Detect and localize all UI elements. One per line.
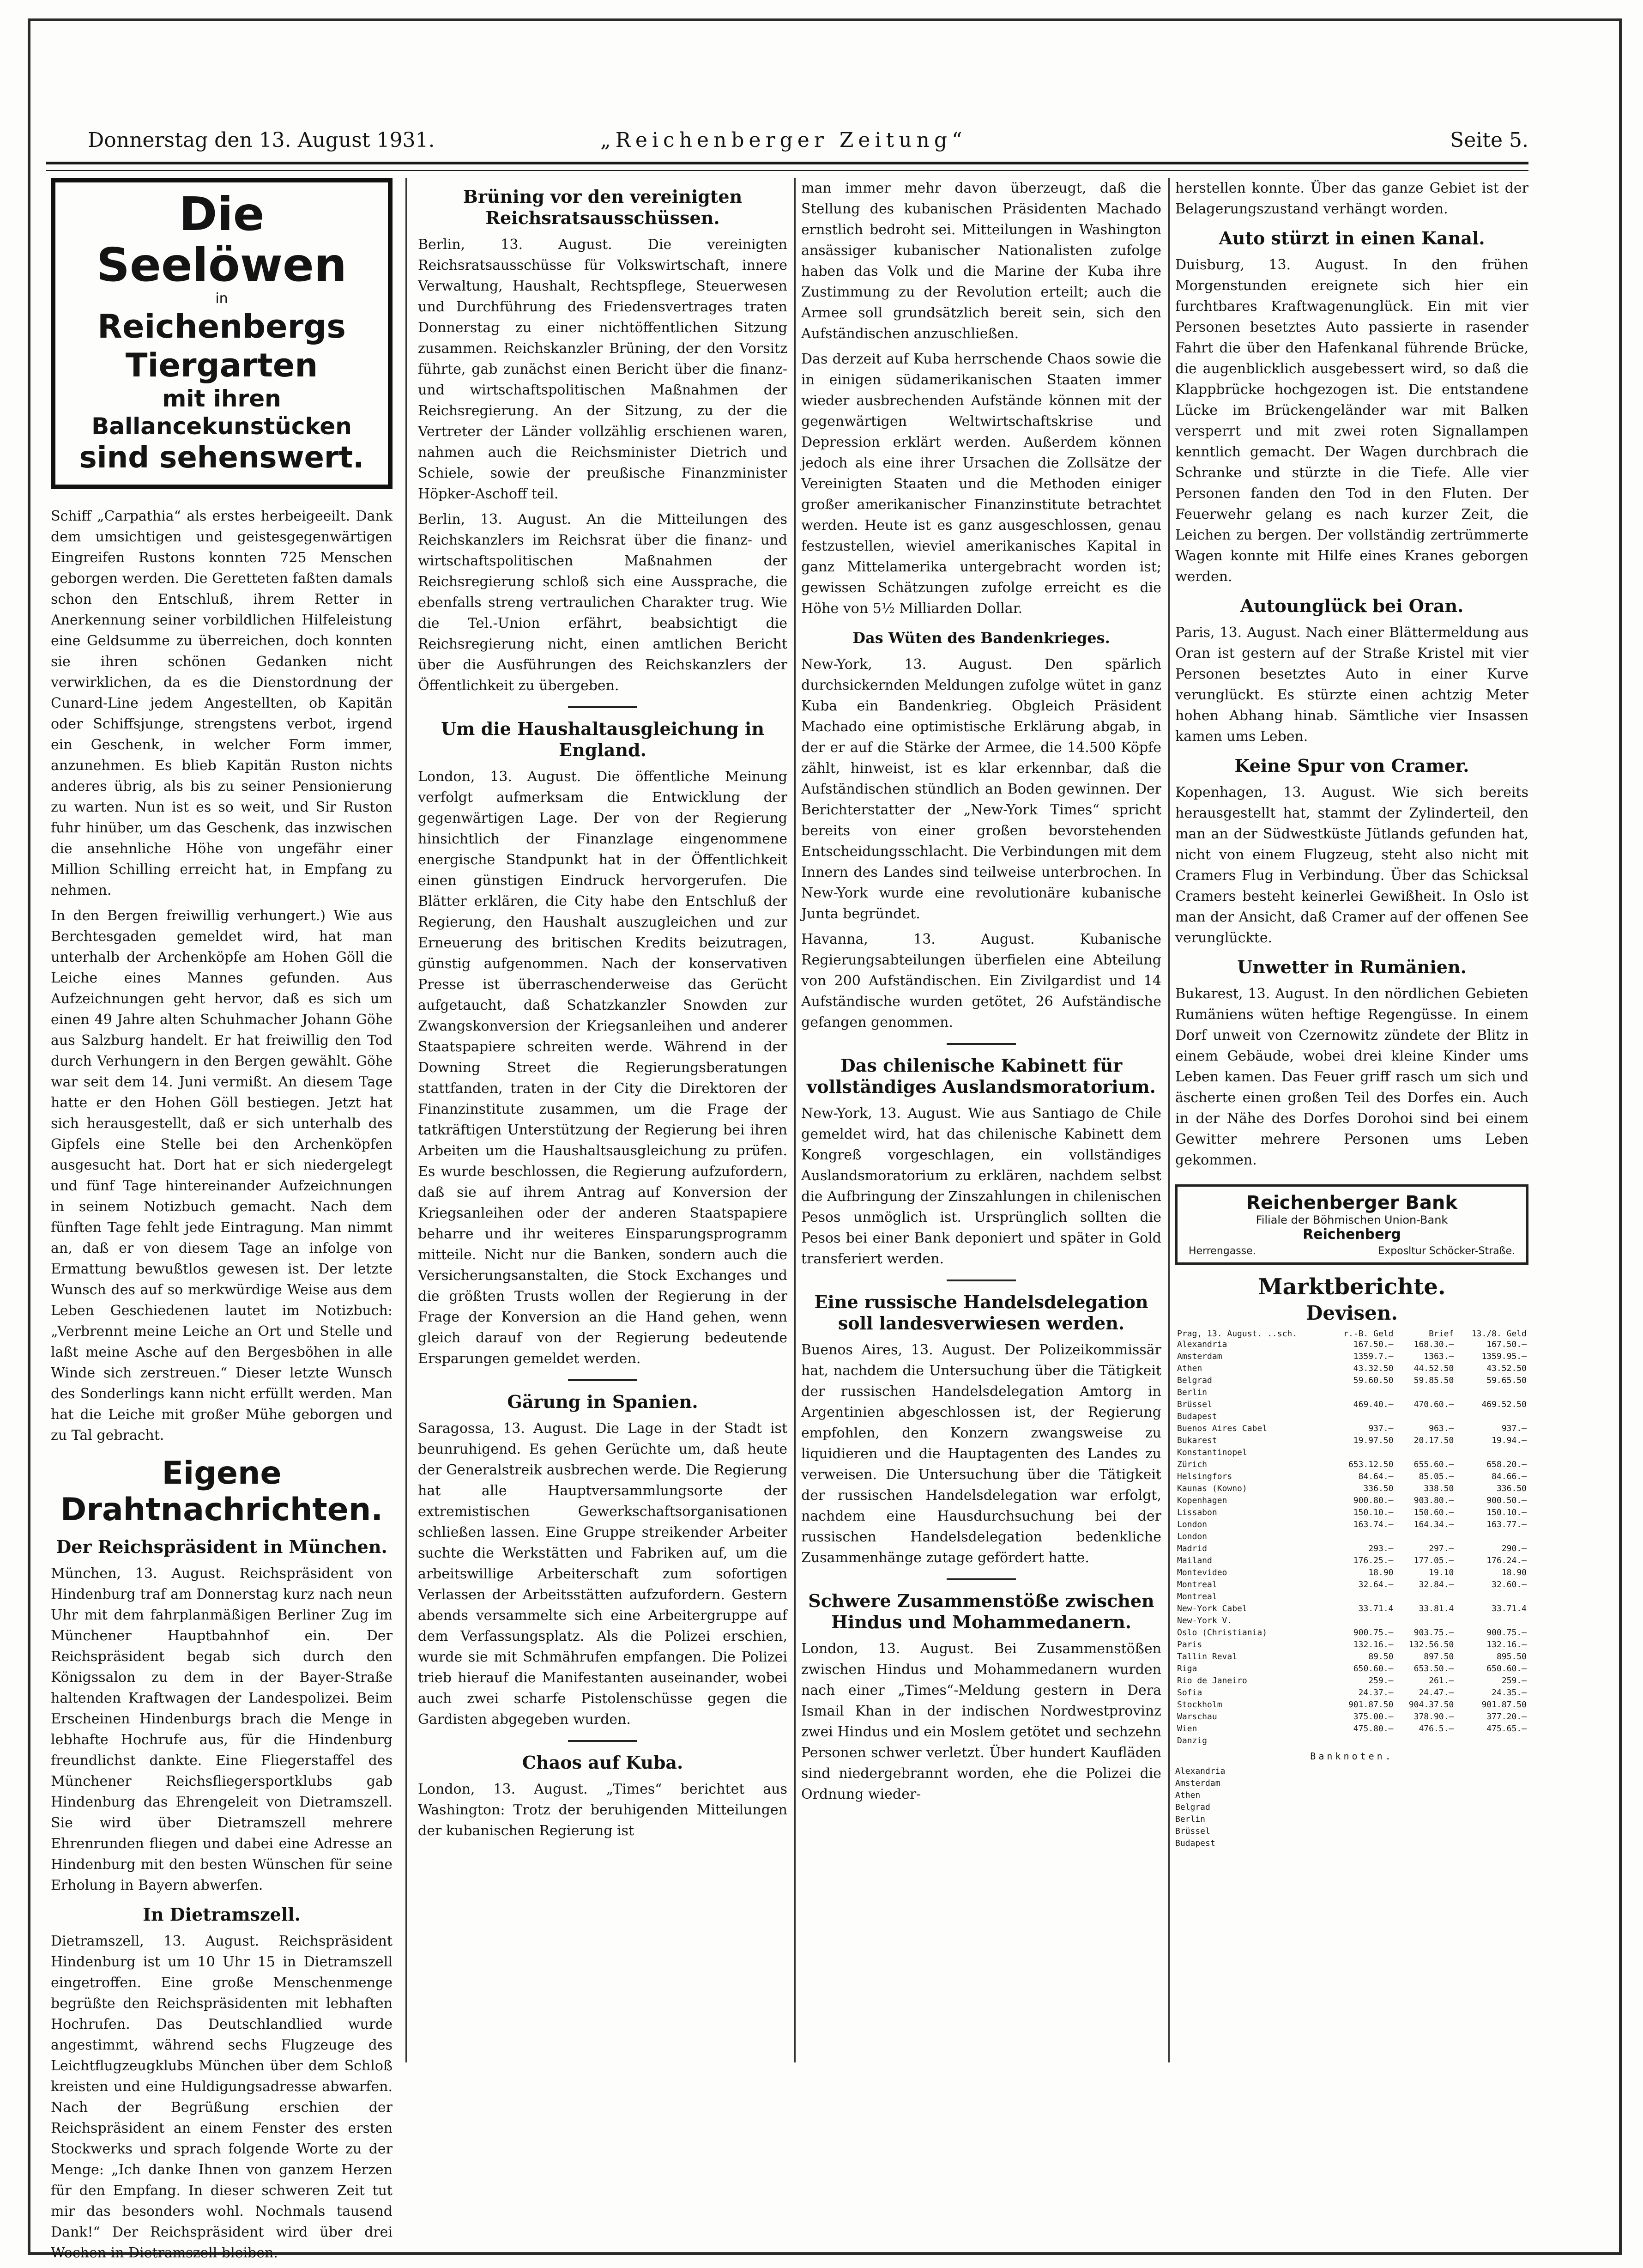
- article-paragraph: London, 13. August. „Times“ berichtet aus Washington: Trotz der beruhigenden Mitteilungen der kubanischen Regierung ist: [418, 1781, 787, 1839]
- article-headline: Unwetter in Rumänien.: [1237, 957, 1467, 977]
- list-item: Alexandria: [1175, 1766, 1226, 1776]
- ad-line: in: [215, 291, 228, 307]
- currency-name: Montevideo: [1177, 1568, 1227, 1577]
- table-row: [1175, 1579, 1528, 1591]
- rate-value: [1329, 1615, 1395, 1627]
- currency-name: Riga: [1177, 1664, 1197, 1674]
- article-paragraph: München, 13. August. Reichspräsident von Hindenburg traf am Donnerstag kurz nach neun Uhr mit dem fahrplanmäßigen Berliner Zug im Münchener Hauptbahnhof ein. Der Reichspräsident begab sich durch den Königssalon zu dem in der Bayer-Straße haltenden Kraftwagen der Landespolizei. Beim Erscheinen Hindenburgs brach die Menge in lebhafte Hochrufe aus, für die Hindenburg freundlichst dankte. Eine Fliegerstaffel des Münchener Reichsfliegersportklubs gab Hindenburg das Ehrengeleit von Dietramszell. Sie wird über Dietramszell mehrere Ehrenrunden fliegen und dabei eine Adresse an Hindenburg mit den besten Wünschen für seine Erholung in Bayern abwerfen.: [51, 1565, 393, 1893]
- rate-value: 167.50.—: [1353, 1340, 1394, 1349]
- article-paragraph: Berlin, 13. August. Die vereinigten Reichsratsausschüsse für Volkswirtschaft, innere Verwaltung, Haushalt, Rechtspflege, Steuerwesen und Durchführung des Friedensvertrages traten Donnerstag zu einer nichtöffentlichen Sitzung zusammen. Reichskanzler Brüning, der den Vorsitz führte, gab zunächst einen Bericht über die finanz- und wirtschaftspolitischen Maßnahmen der Reichsregierung. An der Sitzung, zu der die Vertreter der Länder vollzählig erschienen waren, nahmen auch die Reichsminister Dietrich und Schiele, sowie der preußische Finanzminister Höpker-Aschoff teil.: [418, 237, 787, 502]
- bank-addresses: [1183, 1243, 1521, 1257]
- currency-name: Mailand: [1177, 1556, 1212, 1565]
- article-paragraph: Schiff „Carpathia“ als erstes herbeigeeilt. Dank dem umsichtigen und geistesgegenwärtigen Eingreifen Rustons konnten 725 Menschen geborgen werden. Die Geretteten faßten damals schon den Entschluß, ihrem Retter in Anerkennung seiner vorbildlichen Hilfeleistung eine Geldsumme zu überreichen, doch konnten sie ihren schönen Gedanken nicht verwirklichen, da es die Dienstordnung der Cunard-Line jedem Angestellten, ob Kapitän oder Schiffsjunge, strengstens verbot, irgend ein Geschenk, in welcher Form immer, anzunehmen. Es blieb Kapitän Ruston nichts anderes übrig, als bis zu seiner Pensionierung zu warten. Nun ist es so weit, und Sir Ruston fuhr hinüber, um das Geschenk, das inzwischen die ansehnliche Höhe von ungefähr einer Million Schilling erreicht hat, in Empfang zu nehmen.: [51, 508, 393, 898]
- currency-name: Oslo (Christiania): [1177, 1628, 1268, 1637]
- currency-name: Stockholm: [1177, 1700, 1222, 1710]
- rate-value: [1329, 1735, 1395, 1747]
- rate-value: 32.60.—: [1492, 1580, 1527, 1589]
- rate-value: 261.—: [1429, 1676, 1454, 1686]
- currency-name: Helsingfors: [1177, 1472, 1232, 1481]
- rate-value: 259.—: [1501, 1676, 1527, 1686]
- currency-name: London: [1177, 1520, 1208, 1529]
- rate-value: 84.66.—: [1492, 1472, 1527, 1481]
- rate-value: 937.—: [1368, 1424, 1394, 1433]
- header-paper-title: „Reichenberger Zeitung“: [600, 128, 967, 152]
- table-row: [1175, 1375, 1528, 1387]
- header-page-number: Seite 5.: [1450, 128, 1528, 152]
- currency-name: Konstantinopel: [1177, 1448, 1247, 1457]
- separator: [947, 1280, 1016, 1281]
- table-row: [1175, 1723, 1528, 1735]
- bank-address-right: Exposltur Schöcker-Straße.: [1378, 1245, 1515, 1257]
- currency-name: Lissabon: [1177, 1508, 1217, 1517]
- table-row: [1175, 1651, 1528, 1663]
- rate-value: 33.71.4: [1492, 1604, 1527, 1613]
- rates-header-col: 13./8. Geld: [1471, 1329, 1527, 1339]
- table-row: [1175, 1459, 1528, 1471]
- banknotes-list: [1175, 1765, 1528, 1850]
- rate-value: [1329, 1591, 1395, 1603]
- currency-name: Amsterdam: [1177, 1352, 1222, 1361]
- header-rule: [46, 162, 1528, 171]
- column-3: [801, 178, 1161, 1809]
- rate-value: 653.50.—: [1413, 1664, 1454, 1674]
- article-paragraph: Duisburg, 13. August. In den frühen Morgenstunden ereignete sich hier ein furchtbares Kraftwagenunglück. Ein mit vier Personen besetztes Auto passierte in rasender Fahrt die über den Hafenkanal führende Brücke, die augenblicklich ausgebessert wird, so daß die Klappbrücke hochgezogen ist. Die entstandene Lücke im Brückengeländer war mit Balken versperrt und mit zwei roten Signallampen kenntlich gemacht. Der Wagen durchbrach die Schranke und stürzte in die Tiefe. Alle vier Personen fanden den Tod in den Fluten. Der Feuerwehr gelang es nach kurzer Zeit, die Leichen zu bergen. Der vollständig zertrümmerte Wagen konnte mit Hilfe eines Kranes geborgen werden.: [1175, 257, 1528, 585]
- rate-value: [1456, 1591, 1528, 1603]
- rate-value: [1329, 1387, 1395, 1399]
- rate-value: [1395, 1615, 1456, 1627]
- rate-value: 963.—: [1429, 1424, 1454, 1433]
- rate-value: [1329, 1411, 1395, 1423]
- rates-body: [1175, 1339, 1528, 1747]
- list-item: Belgrad: [1175, 1802, 1210, 1812]
- currency-name: Sofia: [1177, 1688, 1202, 1698]
- rate-value: 32.84.—: [1419, 1580, 1454, 1589]
- rate-value: 163.77.—: [1486, 1520, 1527, 1529]
- rate-value: 655.60.—: [1413, 1460, 1454, 1469]
- rate-value: [1456, 1615, 1528, 1627]
- rate-value: 18.90: [1368, 1568, 1394, 1577]
- rate-value: 24.47.—: [1419, 1688, 1454, 1698]
- rate-value: 19.94.—: [1492, 1436, 1527, 1445]
- rate-value: 377.20.—: [1486, 1712, 1527, 1722]
- table-row: [1175, 1423, 1528, 1435]
- rate-value: 20.17.50: [1413, 1436, 1454, 1445]
- table-row: [1175, 1639, 1528, 1651]
- rate-value: 85.05.—: [1419, 1472, 1454, 1481]
- ad-line: mit ihren Ballancekunstücken: [91, 385, 352, 440]
- table-row: [1175, 1351, 1528, 1363]
- currency-name: Warschau: [1177, 1712, 1217, 1722]
- table-row: [1175, 1471, 1528, 1483]
- rates-header-row: [1175, 1329, 1528, 1339]
- rate-value: 650.60.—: [1353, 1664, 1394, 1674]
- article-headline: Autounglück bei Oran.: [1240, 595, 1464, 616]
- rate-value: 24.37.—: [1358, 1688, 1394, 1698]
- rate-value: 33.71.4: [1358, 1604, 1394, 1613]
- rate-value: 658.20.—: [1486, 1460, 1527, 1469]
- header-date: Donnerstag den 13. August 1931.: [88, 128, 435, 152]
- currency-name: Tallin Reval: [1177, 1652, 1238, 1662]
- table-row: [1175, 1543, 1528, 1555]
- rate-value: 903.75.—: [1413, 1628, 1454, 1637]
- article-paragraph: London, 13. August. Die öffentliche Meinung verfolgt aufmerksam die Entwicklung der gegenwärtigen Lage. Der von der Regierung hinsichtlich der Finanzlage eingenommene energische Standpunkt hat in der Öffentlichkeit einen günstigen Eindruck hervorgerufen. Die Blätter erklären, die City habe den Entschluß der Regierung, den Haushalt auszugleichen und zur Erneuerung des britischen Kredits beizutragen, günstig aufgenommen. Nach der konservativen Presse ist überraschenderweise das Gerücht aufgetaucht, daß Schatzkanzler Snowden zur Zwangskonversion der Kriegsanleihen und anderer Staatspapiere schreiten werde. Während in der Downing Street die Regierungsberatungen stattfanden, traten in der City die Direktoren der Finanzinstitute zusammen, um die Frage der tatkräftigen Unterstützung der Regierung bei ihren Arbeiten um die Haushaltsausgleichung zu prüfen. Es wurde beschlossen, die Regierung aufzufordern, daß sie auf ihrem Antrag auf Konversion der Kriegsanleihen oder der anderen Staatspapiere beharre und ihr weiteres Einsparungsprogramm mitteile. Nicht nur die Banken, sondern auch die Versicherungsanstalten, die Stock Exchanges und die größten Trusts wollen der Regierung in der Frage der Konversion an die Hand gehen, wenn gleich darauf von der Regierung bedeutende Ersparungen gemeldet werden.: [418, 769, 787, 1367]
- article-paragraph: New-York, 13. August. Den spärlich durchsickernden Meldungen zufolge wütet in ganz Kuba ein Bandenkrieg. Obgleich Präsident Machado eine optimistische Erklärung abgab, in der er auf die Stärke der Armee, die 14.500 Köpfe zählt, hinweist, ist es klar erkennbar, daß die Aufständischen stündlich an Boden gewinnen. Der Berichterstatter der „New-York Times“ spricht bereits von einer großen bevorstehenden Entscheidungsschlacht. Die Verbindungen mit dem Innern des Landes sind teilweise unterbrochen. In New-York wurde eine revolutionäre kubanische Junta begründet.: [801, 656, 1161, 922]
- article-paragraph: In den Bergen freiwillig verhungert.) Wie aus Berchtesgaden gemeldet wird, hat man unterhalb der Archenköpfe am Hohen Göll die Leiche eines Mannes gefunden. Aus Aufzeichnungen geht hervor, daß es sich um einen 49 Jahre alten Schuhmacher Johann Göhe aus Salzburg handelt. Er hat freiwillig den Tod durch Verhungern in den Bergen gewählt. Göhe war seit dem 14. Juni vermißt. An diesem Tage hatte er den Hohen Göll bestiegen. Jetzt hat sich herausgestellt, daß er sich unterhalb des Gipfels eine Stelle bei den Archenköpfen ausgesucht hat. Dort hat er sich niedergelegt und fünf Tage hintereinander Aufzeichnungen in seinem Notizbuch gemacht. Nach dem fünften Tage fehlt jede Eintragung. Man nimmt an, daß er von diesem Tage an infolge von Ermattung bewußtlos gewesen ist. Der letzte Wunsch des auf so merkwürdige Weise aus dem Leben Geschiedenen lautet im Notizbuch: „Verbrennt meine Leiche an Ort und Stelle und laßt meine Asche auf den Bergesböhen in alle Winde sich zerstreuen.“ Dieser letzte Wunsch des Sonderlings kann nicht erfüllt werden. Man hat die Leiche mit großer Mühe geborgen und zu Tal gebracht.: [51, 908, 393, 1443]
- rate-value: [1456, 1387, 1528, 1399]
- rate-value: 1359.7.—: [1353, 1352, 1394, 1361]
- rate-value: 19.10: [1429, 1568, 1454, 1577]
- rate-value: 469.40.—: [1353, 1400, 1394, 1409]
- rate-value: [1395, 1411, 1456, 1423]
- rate-value: 150.10.—: [1353, 1508, 1394, 1517]
- market-title: Marktberichte.: [1258, 1274, 1446, 1300]
- table-row: [1175, 1567, 1528, 1579]
- table-row: [1175, 1615, 1528, 1627]
- table-row: [1175, 1435, 1528, 1447]
- rate-value: 297.—: [1429, 1544, 1454, 1553]
- article-paragraph: Berlin, 13. August. An die Mitteilungen des Reichskanzlers im Reichsrat über die finanz- und wirtschaftspolitischen Maßnahmen der Reichsregierung schloß sich eine Aussprache, die ebenfalls streng vertraulichen Charakter trug. Wie die Tel.-Union erfährt, beabsichtigt die Reichsregierung nicht, einen amtlichen Bericht über die Ausführungen des Reichskanzlers der Öffentlichkeit zu übergeben.: [418, 511, 787, 694]
- column-rule: [1168, 178, 1170, 2062]
- exchange-rates-table: [1175, 1329, 1528, 1747]
- rate-value: 900.75.—: [1353, 1628, 1394, 1637]
- currency-name: Wien: [1177, 1724, 1197, 1734]
- table-row: [1175, 1411, 1528, 1423]
- currency-name: Kaunas (Kowno): [1177, 1484, 1247, 1493]
- rate-value: 900.80.—: [1353, 1496, 1394, 1505]
- list-item: Amsterdam: [1175, 1778, 1220, 1788]
- rate-value: 901.87.50: [1348, 1700, 1394, 1710]
- table-row: [1175, 1555, 1528, 1567]
- separator: [568, 706, 637, 708]
- running-header: [88, 128, 1528, 161]
- rate-value: 338.50: [1424, 1484, 1454, 1493]
- article-paragraph: New-York, 13. August. Wie aus Santiago de Chile gemeldet wird, hat das chilenische Kabinett dem Kongreß vorgeschlagen, ein vollständiges Auslandsmoratorium zu erklären, nachdem selbst die Aufbringung der Zinszahlungen in chilenischen Pesos unmöglich ist. Ursprünglich sollten die Pesos bei einer Bank deponiert und später in Gold transferiert werden.: [801, 1105, 1161, 1267]
- bank-subtitle: Filiale der Böhmischen Union-Bank: [1256, 1213, 1448, 1226]
- currency-name: Zürich: [1177, 1460, 1208, 1469]
- rate-value: 19.97.50: [1353, 1436, 1394, 1445]
- rate-value: 653.12.50: [1348, 1460, 1394, 1469]
- rate-value: 650.60.—: [1486, 1664, 1527, 1674]
- separator: [947, 1043, 1016, 1045]
- rate-value: [1456, 1735, 1528, 1747]
- article-headline: Das Wüten des Bandenkrieges.: [852, 629, 1110, 647]
- currency-name: New-York Cabel: [1177, 1604, 1247, 1613]
- table-row: [1175, 1519, 1528, 1531]
- currency-name: Montreal: [1177, 1580, 1217, 1589]
- article-paragraph: herstellen konnte. Über das ganze Gebiet ist der Belagerungszustand verhängt worden.: [1175, 180, 1528, 217]
- rate-value: 18.90: [1501, 1568, 1527, 1577]
- rate-value: 259.—: [1368, 1676, 1394, 1686]
- article-headline: Brüning vor den vereinigten Reichsratsausschüssen.: [463, 186, 743, 228]
- article-headline: Chaos auf Kuba.: [522, 1752, 683, 1773]
- separator: [568, 1379, 637, 1381]
- rate-value: 32.64.—: [1358, 1580, 1394, 1589]
- table-row: [1175, 1507, 1528, 1519]
- bank-name: Reichenberger Bank: [1246, 1192, 1457, 1213]
- table-row: [1175, 1495, 1528, 1507]
- rate-value: 59.60.50: [1353, 1376, 1394, 1385]
- rate-value: [1395, 1531, 1456, 1543]
- table-row: [1175, 1339, 1528, 1351]
- column-rule: [405, 178, 407, 2062]
- rate-value: 904.37.50: [1408, 1700, 1454, 1710]
- currency-name: Alexandria: [1177, 1340, 1227, 1349]
- rate-value: 900.75.—: [1486, 1628, 1527, 1637]
- list-item: Brüssel: [1175, 1826, 1210, 1836]
- article-paragraph: London, 13. August. Bei Zusammenstößen zwischen Hindus und Mohammedanern wurden nach einer „Times“-Meldung gestern in Dera Ismail Khan in der indischen Nordwestprovinz zwei Hindus und ein Moslem getötet und sechzehn Personen schwer verletzt. Über hundert Kaufläden sind niedergebrannt worden, ehe die Polizei die Ordnung wieder-: [801, 1641, 1161, 1802]
- rate-value: 89.50: [1368, 1652, 1394, 1662]
- rate-value: 903.80.—: [1413, 1496, 1454, 1505]
- table-row: [1175, 1663, 1528, 1675]
- article-headline: In Dietramszell.: [143, 1904, 301, 1925]
- rate-value: 33.81.4: [1419, 1604, 1454, 1613]
- rate-value: 475.80.—: [1353, 1724, 1394, 1734]
- rate-value: 44.52.50: [1413, 1364, 1454, 1373]
- rate-value: [1329, 1531, 1395, 1543]
- article-headline: Auto stürzt in einen Kanal.: [1219, 228, 1485, 249]
- article-headline: Gärung in Spanien.: [507, 1391, 698, 1412]
- rate-value: 293.—: [1368, 1544, 1394, 1553]
- rate-value: 163.74.—: [1353, 1520, 1394, 1529]
- rate-value: 336.50: [1363, 1484, 1394, 1493]
- rate-value: 176.24.—: [1486, 1556, 1527, 1565]
- currency-name: Budapest: [1177, 1412, 1217, 1421]
- table-row: [1175, 1363, 1528, 1375]
- rate-value: 59.65.50: [1486, 1376, 1527, 1385]
- article-headline: Eine russische Handelsdelegation soll landesverwiesen werden.: [814, 1292, 1148, 1334]
- rate-value: 1359.95.—: [1481, 1352, 1527, 1361]
- article-paragraph: Das derzeit auf Kuba herrschende Chaos sowie die in einigen südamerikanischen Staaten immer wieder ausbrechenden Aufstände können mit der gegenwärtigen Weltwirtschaftskrise und Depression erklärt werden. Außerdem können jedoch als eine ihrer Ursachen die Zollsätze der Vereinigten Staaten und die Methoden einiger großer amerikanischer Finanzinstitute betrachtet werden. Heute ist es ganz ausgeschlossen, genau festzustellen, wieviel amerikanisches Kapital in ganz Mittelamerika untergebracht worden ist; gewissen Schätzungen zufolge erreicht es die Höhe von 5½ Milliarden Dollar.: [801, 351, 1161, 617]
- rate-value: 24.35.—: [1492, 1688, 1527, 1698]
- currency-name: Kopenhagen: [1177, 1496, 1227, 1505]
- rate-value: 336.50: [1496, 1484, 1527, 1493]
- currency-name: Berlin: [1177, 1388, 1208, 1397]
- rates-header-col: Brief: [1429, 1329, 1454, 1339]
- table-row: [1175, 1483, 1528, 1495]
- list-item: Budapest: [1175, 1838, 1215, 1848]
- table-row: [1175, 1699, 1528, 1711]
- currency-name: London: [1177, 1532, 1208, 1541]
- article-paragraph: Buenos Aires, 13. August. Der Polizeikommissär hat, nachdem die Untersuchung über die Tätigkeit der russischen Handelsdelegation Amtorg in Argentinien abgeschlossen ist, der Regierung empfohlen, den Konzern zwangsweise zu liquidieren und die Hauptagenten des Landes zu verweisen. Die Untersuchung über die Tätigkeit der russischen Handelsdelegation war erfolgt, nachdem eine Hausdurchsuchung bei der russischen Handelsdelegation bedenkliche Zusammenhänge zutage gefördert hatte.: [801, 1342, 1161, 1566]
- rate-value: 168.30.—: [1413, 1340, 1454, 1349]
- table-row: [1175, 1711, 1528, 1723]
- rate-value: 132.16.—: [1486, 1640, 1527, 1649]
- currency-name: Athen: [1177, 1364, 1202, 1373]
- rate-value: [1329, 1447, 1395, 1459]
- rate-value: 1363.—: [1424, 1352, 1454, 1361]
- rate-value: 132.16.—: [1353, 1640, 1394, 1649]
- rate-value: 378.90.—: [1413, 1712, 1454, 1722]
- ad-line: sind sehenswert.: [79, 441, 364, 475]
- section-title: Eigene Drahtnachrichten.: [60, 1455, 383, 1528]
- rates-header-label: Prag, 13. August. ..sch.: [1177, 1329, 1298, 1339]
- column-1: [51, 178, 393, 2268]
- rate-value: 132.56.50: [1408, 1640, 1454, 1649]
- rate-value: [1395, 1735, 1456, 1747]
- currency-name: Rio de Janeiro: [1177, 1676, 1247, 1686]
- article-headline: Schwere Zusammenstöße zwischen Hindus und Mohammedanern.: [808, 1590, 1154, 1632]
- table-row: [1175, 1591, 1528, 1603]
- table-row: [1175, 1603, 1528, 1615]
- zoo-advertisement: [51, 178, 393, 489]
- ad-line: Reichenbergs Tiergarten: [97, 308, 346, 384]
- rate-value: 59.85.50: [1413, 1376, 1454, 1385]
- currency-name: Brüssel: [1177, 1400, 1212, 1409]
- table-row: [1175, 1627, 1528, 1639]
- rate-value: [1456, 1411, 1528, 1423]
- rate-value: 43.52.50: [1486, 1364, 1527, 1373]
- rate-value: [1456, 1531, 1528, 1543]
- article-paragraph: Saragossa, 13. August. Die Lage in der Stadt ist beunruhigend. Es gehen Gerüchte um, daß heute der Generalstreik ausbrechen werde. Die Regierung hat alle Hauptversammlungsorte der extremistischen Gewerkschaftsorganisationen schließen lassen. Eine Gruppe streikender Arbeiter suchte die Werkstätten und Fabriken auf, um die arbeitswillige Arbeiterschaft zum sofortigen Verlassen der Arbeitsstätten aufzufordern. Gestern abends versammelte sich eine Arbeitergruppe auf dem Verfassungsplatz. Als die Polizei erschien, wurde sie mit Schmährufen empfangen. Die Polizei trieb hierauf die Manifestanten auseinander, wobei auch zwei scharfe Pistolenschüsse gegen die Gardisten abgegeben wurden.: [418, 1420, 787, 1728]
- rate-value: 375.00.—: [1353, 1712, 1394, 1722]
- separator: [568, 1740, 637, 1742]
- rate-value: 900.50.—: [1486, 1496, 1527, 1505]
- market-subtitle: Devisen.: [1305, 1302, 1398, 1324]
- currency-name: Montreal: [1177, 1592, 1217, 1601]
- table-row: [1175, 1399, 1528, 1411]
- rate-value: 150.60.—: [1413, 1508, 1454, 1517]
- currency-name: Bukarest: [1177, 1436, 1217, 1445]
- article-paragraph: Havanna, 13. August. Kubanische Regierungsabteilungen überfielen eine Abteilung von 200 Aufständischen. Ein Zivilgardist und 14 Aufständische wurden getötet, 26 Aufständische gefangen genommen.: [801, 931, 1161, 1031]
- rate-value: [1395, 1447, 1456, 1459]
- table-row: [1175, 1687, 1528, 1699]
- list-item: Athen: [1175, 1790, 1201, 1800]
- bank-address-left: Herrengasse.: [1189, 1245, 1256, 1257]
- rate-value: 470.60.—: [1413, 1400, 1454, 1409]
- article-paragraph: Bukarest, 13. August. In den nördlichen Gebieten Rumäniens wüten heftige Regengüsse. In einem Dorf unweit von Czernowitz zündete der Blitz in einem Gebäude, wobei drei kleine Kinder ums Leben kamen. Das Feuer griff rasch um sich und äscherte einen großen Teil des Dorfes ein. Auch in der Nähe des Dorfes Dorohoi sind bei einem Gewitter mehrere Personen ums Leben gekommen.: [1175, 986, 1528, 1168]
- currency-name: Belgrad: [1177, 1376, 1212, 1385]
- rate-value: 176.25.—: [1353, 1556, 1394, 1565]
- currency-name: Madrid: [1177, 1544, 1208, 1553]
- table-row: [1175, 1735, 1528, 1747]
- ad-line: Die Seelöwen: [96, 187, 347, 292]
- article-paragraph: man immer mehr davon überzeugt, daß die Stellung des kubanischen Präsidenten Machado ernstlich bedroht sei. Mitteilungen in Washington ansässiger kubanischer Nationalisten zufolge haben das Volk und die Marine der Kuba ihre Zustimmung zu der Revolution erteilt; auch die Armee soll grundsätzlich bereit sein, sich den Aufständischen anzuschließen.: [801, 180, 1161, 342]
- table-row: [1175, 1675, 1528, 1687]
- article-headline: Das chilenische Kabinett für vollständiges Auslandsmoratorium.: [807, 1055, 1156, 1097]
- table-row: [1175, 1531, 1528, 1543]
- rate-value: [1395, 1387, 1456, 1399]
- table-row: [1175, 1387, 1528, 1399]
- list-item: Berlin: [1175, 1814, 1206, 1824]
- rate-value: [1456, 1447, 1528, 1459]
- rate-value: 476.5.—: [1419, 1724, 1454, 1734]
- table-row: [1175, 1447, 1528, 1459]
- article-paragraph: Dietramszell, 13. August. Reichspräsident Hindenburg ist um 10 Uhr 15 in Dietramszell eingetroffen. Eine große Menschenmenge begrüßte den Reichspräsidenten mit lebhaften Hochrufen. Das Deutschlandlied wurde angestimmt, während sechs Flugzeuge des Leichtflugzeugklubs München über dem Schloß kreisten und eine Huldigungsadresse abwarfen. Nach der Begrüßung erschien der Reichspräsident an einem Fenster des ersten Stockwerks und sprach folgende Worte zu der Menge: „Ich danke Ihnen von ganzem Herzen für den Empfang. In dieser schweren Zeit tut mir das besonders wohl. Nochmals tausend Dank!“ Der Reichspräsident wird über drei Wochen in Dietramszell bleiben.: [51, 1933, 393, 2261]
- rate-value: 150.10.—: [1486, 1508, 1527, 1517]
- rate-value: 167.50.—: [1486, 1340, 1527, 1349]
- article-paragraph: Kopenhagen, 13. August. Wie sich bereits herausgestellt hat, stammt der Zylinderteil, den man an der Südwestküste Jütlands gefunden hat, nicht von einem Flugzeug, steht also nicht mit Cramers Flug in Verbindung. Über das Schicksal Cramers besteht keinerlei Gewißheit. In Oslo ist man der Ansicht, daß Cramer auf der offenen See verunglückte.: [1175, 784, 1528, 946]
- column-rule: [794, 178, 796, 2062]
- rate-value: 475.65.—: [1486, 1724, 1527, 1734]
- rate-value: 901.87.50: [1481, 1700, 1527, 1710]
- rate-value: 84.64.—: [1358, 1472, 1394, 1481]
- rate-value: 897.50: [1424, 1652, 1454, 1662]
- rate-value: [1395, 1591, 1456, 1603]
- currency-name: New-York V.: [1177, 1616, 1232, 1625]
- rate-value: 177.05.—: [1413, 1556, 1454, 1565]
- separator: [947, 1578, 1016, 1580]
- rate-value: 937.—: [1501, 1424, 1527, 1433]
- rate-value: 469.52.50: [1481, 1400, 1527, 1409]
- rate-value: 290.—: [1501, 1544, 1527, 1553]
- bank-advertisement: [1175, 1184, 1528, 1265]
- column-4: [1175, 178, 1528, 1850]
- rate-value: 43.32.50: [1353, 1364, 1394, 1373]
- article-headline: Um die Haushaltausgleichung in England.: [441, 718, 764, 760]
- rate-value: 164.34.—: [1413, 1520, 1454, 1529]
- bank-city: Reichenberg: [1303, 1226, 1401, 1243]
- column-2: [418, 178, 787, 1846]
- rate-value: 895.50: [1496, 1652, 1527, 1662]
- article-headline: Der Reichspräsident in München.: [56, 1536, 387, 1557]
- banknotes-title: Banknoten.: [1310, 1751, 1394, 1762]
- article-paragraph: Paris, 13. August. Nach einer Blättermeldung aus Oran ist gestern auf der Straße Kristel mit vier Personen besetztes Auto in einer Kurve verunglückt. Es stürzte einen achtzig Meter hohen Abhang hinab. Sämtliche vier Insassen kamen ums Leben.: [1175, 625, 1528, 745]
- currency-name: Danzig: [1177, 1736, 1208, 1746]
- currency-name: Buenos Aires Cabel: [1177, 1424, 1268, 1433]
- rates-header-col: r.-B. Geld: [1343, 1329, 1394, 1339]
- currency-name: Paris: [1177, 1640, 1202, 1649]
- article-headline: Keine Spur von Cramer.: [1234, 755, 1469, 776]
